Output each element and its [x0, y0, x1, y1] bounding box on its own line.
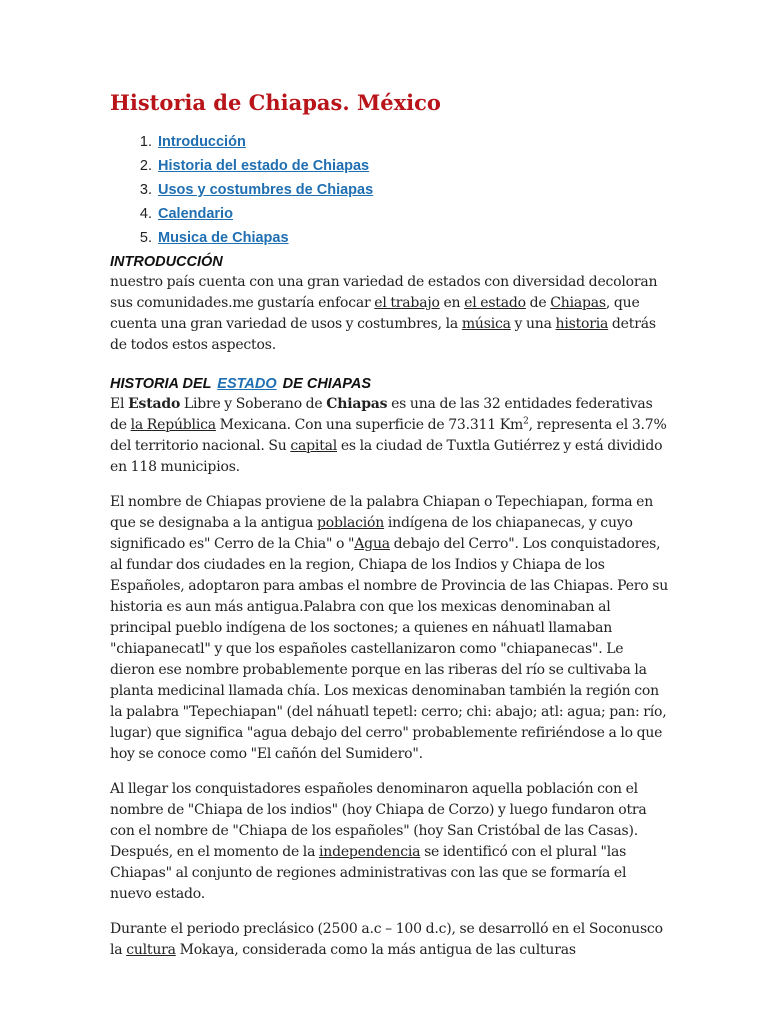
bold-text: Estado [128, 396, 181, 412]
text-run: Libre y Soberano de [180, 396, 327, 412]
link-estado[interactable]: ESTADO [217, 376, 277, 392]
link-cultura[interactable]: cultura [126, 942, 176, 958]
link-el-estado[interactable]: el estado [464, 295, 526, 311]
link-historia[interactable]: historia [555, 316, 609, 332]
link-el-trabajo[interactable]: el trabajo [374, 295, 440, 311]
toc-link-historia[interactable]: Historia del estado de Chiapas [158, 158, 370, 174]
heading-text: DE CHIAPAS [282, 376, 372, 392]
text-run: en [439, 295, 465, 311]
link-poblacion[interactable]: población [316, 515, 385, 531]
text-run: Mexicana. Con una superficie de 73.311 Km [215, 417, 524, 433]
text-run: nuestro país cuenta con una gran variedad de estados con diversidad decoloran sus comunidades.me gustaría enfocar [110, 274, 658, 311]
text-run: El nombre de Chiapas proviene de la palabra Chiapan o Tepechiapan, forma en que se designaba a la antigua [110, 494, 654, 531]
toc-link-musica[interactable]: Musica de Chiapas [158, 230, 289, 246]
text-run: detrás de todos estos aspectos. [110, 316, 656, 353]
heading-text: HISTORIA DEL [110, 376, 212, 392]
link-chiapas[interactable]: Chiapas [550, 295, 606, 311]
superscript: 2 [523, 416, 529, 427]
table-of-contents [110, 130, 670, 250]
link-capital[interactable]: capital [290, 438, 338, 454]
text-run: es una de las 32 entidades federativas de [110, 396, 653, 433]
text-run: debajo del Cerro". Los conquistadores, al fundar dos ciudades en la region, Chiapa de los Indios y Chiapa de los Españoles, adoptaron para ambas el nombre de Provincia de las Chiapas. Pero su historia es aun más antigua.Palabra con que los mexicas denominaban al principal pueblo indígena de los soctones; a quienes en náhuatl llamaban "chiapanecatl" y que los españoles castellanizaron como "chiapanecas". Le dieron ese nombre probablemente porque en las riberas del río se cultivaba la planta medicinal llamada chía. Los mexicas denominaban también la región con la palabra "Tepechiapan" (del náhuatl tepetl: cerro; chi: abajo; atl: agua; pan: río, lugar) que significa "agua debajo del cerro" probablemente refiriéndose a lo que hoy se conoce como "El cañón del Sumidero". [110, 536, 669, 762]
toc-item [156, 226, 670, 250]
page-title: Historia de Chiapas. México [110, 90, 441, 115]
text-run: , representa el 3.7% del territorio nacional. Su [110, 417, 667, 454]
toc-item [156, 154, 670, 178]
intro-paragraph [110, 272, 670, 356]
text-run: Durante el periodo preclásico (2500 a.c – 100 d.c), se desarrolló en el Soconusco la [110, 921, 663, 958]
toc-link-calendario[interactable]: Calendario [158, 206, 233, 222]
section-heading-introduccion: INTRODUCCIÓN [110, 254, 223, 270]
historia-paragraph-2 [110, 492, 670, 765]
text-run: Mokaya, considerada como la más antigua de las culturas [175, 942, 576, 958]
historia-paragraph-4 [110, 919, 670, 961]
toc-item [156, 178, 670, 202]
text-run: es la ciudad de Tuxtla Gutiérrez y está dividido en 118 municipios. [110, 438, 663, 475]
text-run: y una [510, 316, 556, 332]
section-heading-historia [110, 374, 670, 394]
bold-text: Chiapas [326, 396, 388, 412]
toc-item [156, 202, 670, 226]
article-content [110, 88, 670, 961]
historia-paragraph-1 [110, 394, 670, 478]
historia-paragraph-3 [110, 779, 670, 905]
link-la-republica[interactable]: la República [130, 417, 216, 433]
link-independencia[interactable]: independencia [318, 844, 421, 860]
text-run: indígena de los chiapanecas, y cuyo significado es" Cerro de la Chia" o " [110, 515, 633, 552]
link-musica[interactable]: música [461, 316, 511, 332]
text-run: de [525, 295, 551, 311]
toc-item [156, 130, 670, 154]
link-agua[interactable]: Agua [354, 536, 390, 552]
text-run: El [110, 396, 129, 412]
text-run: Al llegar los conquistadores españoles denominaron aquella población con el nombre de "Chiapa de los indios" (hoy Chiapa de Corzo) y luego fundaron otra con el nombre de "Chiapa de los españoles" (hoy San Cristóbal de las Casas). Después, en el momento de la [110, 781, 647, 860]
text-run: , que cuenta una gran variedad de usos y costumbres, la [110, 295, 640, 332]
text-run: se identificó con el plural "las Chiapas" al conjunto de regiones administrativas con las que se formaría el nuevo estado. [110, 844, 627, 902]
toc-link-introduccion[interactable]: Introducción [158, 134, 246, 150]
toc-link-usos[interactable]: Usos y costumbres de Chiapas [158, 182, 374, 198]
